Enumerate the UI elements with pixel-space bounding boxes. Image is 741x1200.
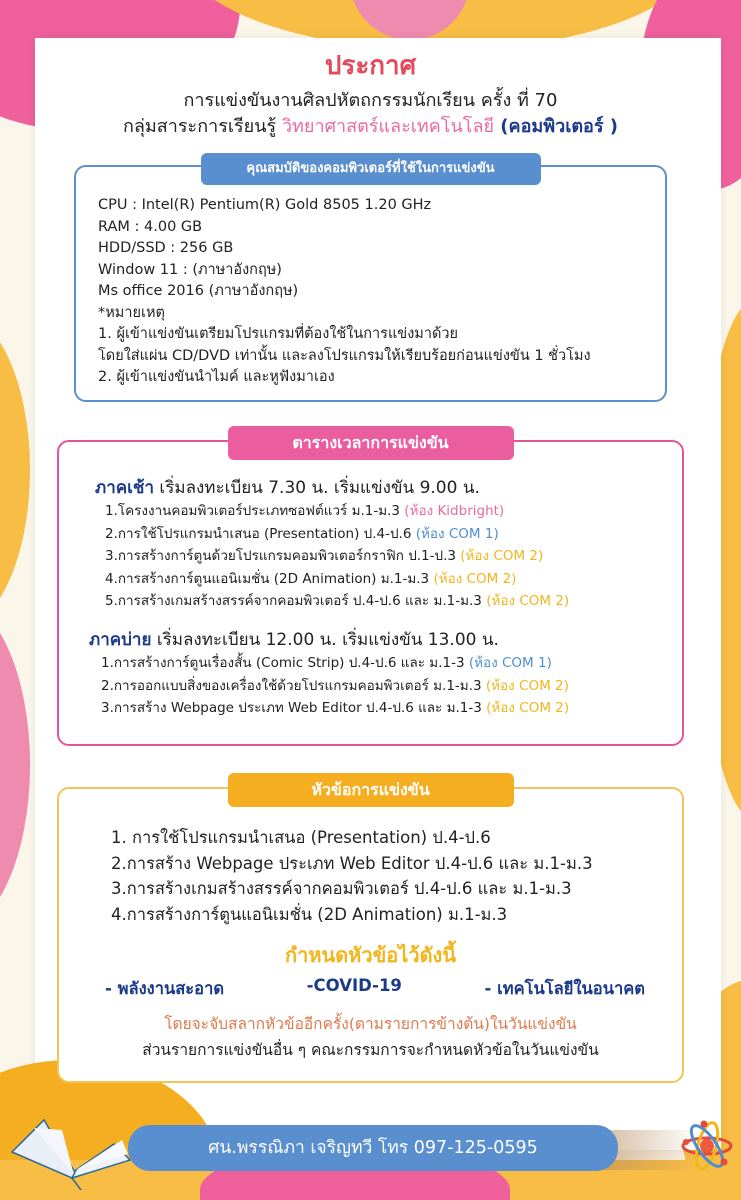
morning-items [105,500,569,613]
section-title-schedule: ตารางเวลาการแข่งขัน [228,426,514,460]
page-title: ประกาศ [324,51,417,81]
spec-line: RAM : 4.00 GB [98,218,203,235]
room-label: (ห้อง COM 2) [485,677,569,694]
schedule-item: 1.โครงงานคอมพิวเตอร์ประเภทซอฟต์แวร์ ม.1-ม.3 (ห้อง Kidbright) [105,503,505,519]
afternoon-session-header [89,626,499,653]
spec-line: HDD/SSD : 256 GB [98,240,234,256]
room-label: (ห้อง COM 1) [468,655,552,671]
afternoon-label: ภาคบ่าย [89,630,152,650]
schedule-item: 3.การสร้างการ์ตูนด้วยโปรแกรมคอมพิวเตอร์กราฟิก ป.1-ป.3 (ห้อง COM 2) [105,548,544,564]
page-header [0,50,741,140]
subject-line [0,114,741,140]
computer-specs-section [74,161,667,402]
atom-icon [680,1118,734,1174]
schedule-item: 1.การสร้างการ์ตูนเรื่องสั้น (Comic Strip) ป.4-ป.6 และ ม.1-3 (ห้อง COM 1) [101,655,552,671]
spec-line: Ms office 2016 (ภาษาอังกฤษ) [98,283,299,299]
room-label: (ห้อง COM 2) [460,548,544,564]
topics-subtitle: กำหนดหัวข้อไว้ดังนี้ [285,943,456,967]
morning-info: เริ่มลงทะเบียน 7.30 น. เริ่มแข่งขัน 9.00 น. [154,478,480,498]
room-label: (ห้อง COM 2) [486,700,570,716]
room-label: (ห้อง COM 2) [433,570,517,587]
bg-blob-pink-left [0,600,30,930]
room-label: (ห้อง COM 1) [415,525,499,542]
schedule-item: 5.การสร้างเกมสร้างสรรค์จากคอมพิวเตอร์ ป.4-ป.6 และ ม.1-ม.3 (ห้อง COM 2) [105,593,570,609]
morning-session-header [95,474,480,501]
topics-section [57,780,684,1083]
topic-item: 4.การสร้างการ์ตูนแอนิเมชั่น (2D Animation) ม.1-ม.3 [111,904,508,924]
spec-line: 2. ผู้เข้าแข่งขันนำไมค์ และหูฟังมาเอง [98,369,335,385]
afternoon-info: เริ่มลงทะเบียน 12.00 น. เริ่มแข่งขัน 13.00 น. [151,630,499,650]
open-book-icon [4,1100,134,1190]
section-title-specs: คุณสมบัติของคอมพิวเตอร์ที่ใช้ในการแข่งขัน [201,153,541,185]
subject-name: วิทยาศาสตร์และเทคโนโลยี [281,116,495,137]
topic-item: 3.การสร้างเกมสร้างสรรค์จากคอมพิวเตอร์ ป.4-ป.6 และ ม.1-ม.3 [111,879,572,898]
event-title: การแข่งขันงานศิลปหัตถกรรมนักเรียน ครั้ง ที่ 70 [183,90,558,111]
afternoon-items [101,652,569,720]
schedule-item: 3.การสร้าง Webpage ประเภท Web Editor ป.4-ป.6 และ ม.1-3 (ห้อง COM 2) [101,700,570,716]
subject-prefix: กลุ่มสาระการเรียนรู้ [122,116,282,137]
specs-list [98,195,591,389]
room-label: (ห้อง Kidbright) [404,503,505,519]
room-label: (ห้อง COM 2) [486,593,570,609]
subject-sub: (คอมพิวเตอร์ ) [494,116,619,137]
schedule-section [57,433,684,746]
topics-list [111,825,593,927]
topic-tags [105,976,645,1002]
spec-line: *หมายเหตุ [98,304,165,321]
spec-line: Window 11 : (ภาษาอังกฤษ) [98,261,282,278]
topic-item: 1. การใช้โปรแกรมนำเสนอ (Presentation) ป.4-ป.6 [111,828,491,847]
schedule-item: 2.การใช้โปรแกรมนำเสนอ (Presentation) ป.4-ป.6 (ห้อง COM 1) [105,525,499,542]
contact-banner: ศน.พรรณิภา เจริญทวี โทร 097-125-0595 [128,1125,618,1171]
spec-line: CPU : Intel(R) Pentium(R) Gold 8505 1.20 GHz [98,197,432,213]
morning-label: ภาคเช้า [95,478,155,498]
topic-tag: - พลังงานสะอาด [105,979,225,998]
section-title-topics: หัวข้อการแข่งขัน [228,773,514,807]
schedule-item: 2.การออกแบบสิ่งของเครื่องใช้ด้วยโปรแกรมคอมพิวเตอร์ ม.1-ม.3 (ห้อง COM 2) [101,677,569,694]
topic-tag: - เทคโนโลยีในอนาคต [484,979,645,998]
schedule-item: 4.การสร้างการ์ตูนแอนิเมชั่น (2D Animation) ม.1-ม.3 (ห้อง COM 2) [105,570,517,587]
spec-line: 1. ผู้เข้าแข่งขันเตรียมโปรแกรมที่ต้องใช้ในการแข่งมาด้วย [98,326,459,342]
topics-note-draw: โดยจะจับสลากหัวข้ออีกครั้ง(ตามรายการข้างต้น)ในวันแข่งขัน [164,1015,577,1033]
topic-tag: -COVID-19 [306,976,402,995]
bg-blob-yellow-left [0,310,30,630]
spec-line: โดยใส่แผ่น CD/DVD เท่านั้น และลงโปรแกรมให้เรียบร้อยก่อนแข่งขัน 1 ชั่วโมง [98,347,591,364]
topics-note-other: ส่วนรายการแข่งขันอื่น ๆ คณะกรรมการจะกำหนดหัวข้อในวันแข่งขัน [142,1041,599,1059]
topic-item: 2.การสร้าง Webpage ประเภท Web Editor ป.4-ป.6 และ ม.1-ม.3 [111,853,593,873]
